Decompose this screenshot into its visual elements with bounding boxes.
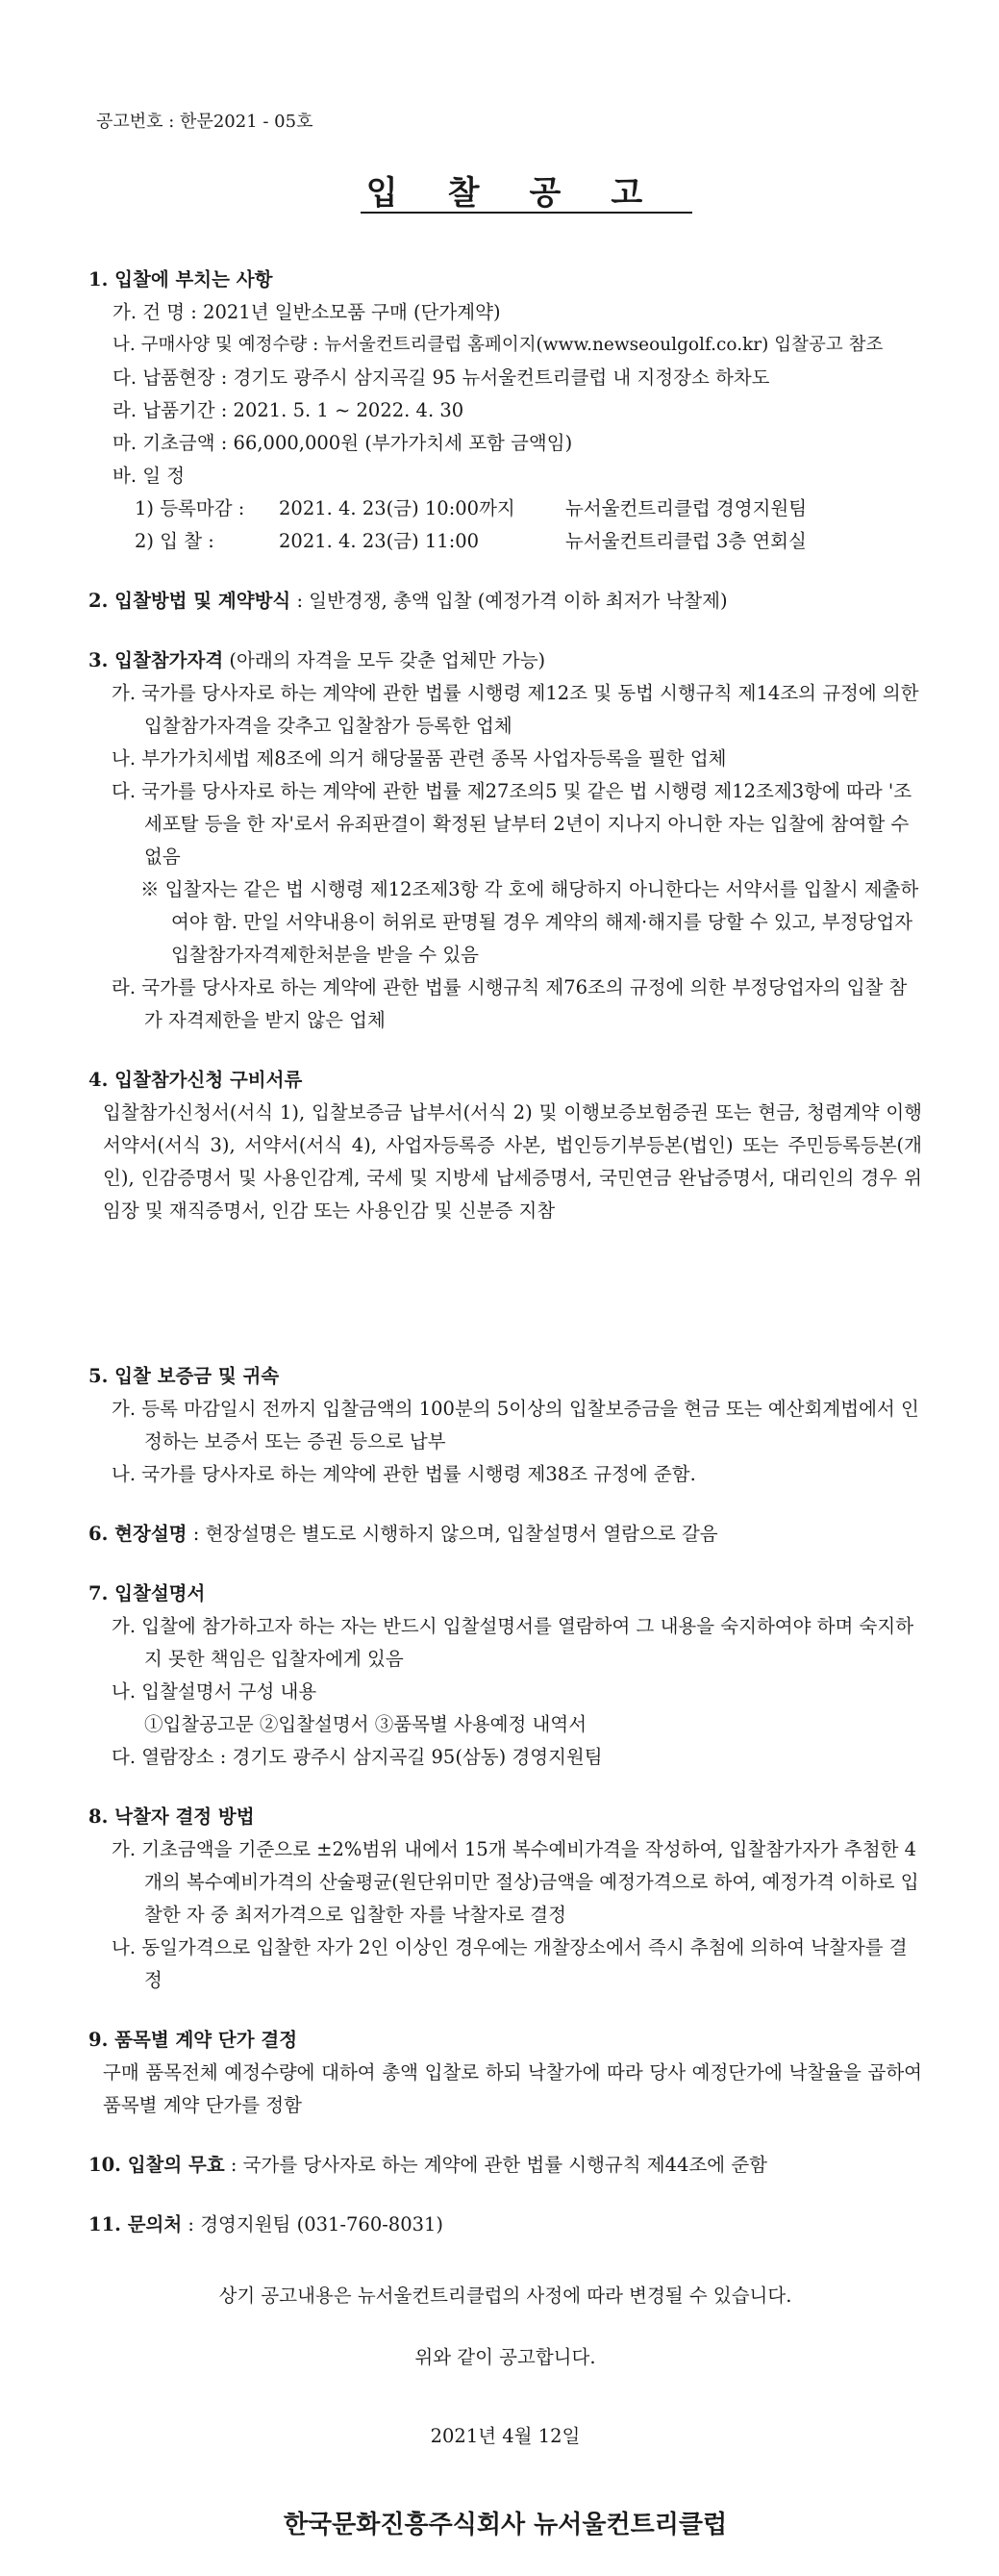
section-3 xyxy=(88,644,922,1037)
s7-item-na: 나. 입찰설명서 구성 내용 xyxy=(112,1680,317,1703)
s7-components: ①입찰공고문 ②입찰설명서 ③품목별 사용예정 내역서 xyxy=(144,1713,587,1735)
s1-item-spec: 나. 구매사양 및 예정수량 : 뉴서울컨트리클럽 홈페이지(www.newseoulgolf.co.kr) 입찰공고 참조 xyxy=(112,335,884,355)
schedule-date: 2021. 4. 23(금) 10:00까지 xyxy=(279,497,515,519)
section-2 xyxy=(88,585,922,618)
schedule-label: 1) 등록마감 : xyxy=(135,497,245,519)
schedule-place: 뉴서울컨트리클럽 3층 연회실 xyxy=(565,530,807,552)
notice-date: 2021년 4월 12일 xyxy=(430,2425,581,2447)
section-4 xyxy=(88,1064,922,1227)
s1-item-period: 라. 납품기간 : 2021. 5. 1 ~ 2022. 4. 30 xyxy=(112,399,464,421)
page-title: 입찰공고 xyxy=(88,177,922,214)
section-5-heading: 5. 입찰 보증금 및 귀속 xyxy=(88,1365,280,1387)
section-2-heading: 2. 입찰방법 및 계약방식 xyxy=(88,590,291,612)
s3-item-da: 다. 국가를 당사자로 하는 계약에 관한 법률 제27조의5 및 같은 법 시행령 제12조제3항에 따라 '조세포탈 등을 한 자'로서 유죄판결이 확정된 날부터 2년이 지나지 아니한 자는 입찰에 참여할 수 없음 xyxy=(112,780,912,868)
section-9 xyxy=(88,2024,922,2122)
schedule-place: 뉴서울컨트리클럽 경영지원팀 xyxy=(565,497,808,519)
section-11-line xyxy=(88,2209,922,2241)
section-6-line xyxy=(88,1518,922,1551)
s1-item-site: 다. 납품현장 : 경기도 광주시 삼지곡길 95 뉴서울컨트리클럽 내 지정장소 하차도 xyxy=(112,366,770,389)
s4-body: 입찰참가신청서(서식 1), 입찰보증금 납부서(서식 2) 및 이행보증보험증권 또는 현금, 청렴계약 이행 서약서(서식 3), 서약서(서식 4), 사업자등록증 사본, 법인등기부등본(법인) 또는 주민등록등본(개인), 인감증명서 및 사용인감계, 국세 및 지방세 납세증명서, 국민연금 완납증명서, 대리인의 경우 위임장 및 재직증명서, 인감 또는 사용인감 및 신분증 지참 xyxy=(103,1101,922,1222)
section-6 xyxy=(88,1518,922,1551)
s1-item-base-amount: 마. 기초금액 : 66,000,000원 (부가가치세 포함 금액임) xyxy=(112,432,573,454)
section-10 xyxy=(88,2149,922,2182)
schedule-label: 2) 입 찰 : xyxy=(135,530,214,552)
section-10-heading: 10. 입찰의 무효 xyxy=(88,2154,225,2176)
section-2-line xyxy=(88,585,922,618)
section-11-text: : 경영지원팀 (031-760-8031) xyxy=(182,2213,444,2235)
section-3-text: (아래의 자격을 모두 갖춘 업체만 가능) xyxy=(223,649,546,671)
schedule-row-registration xyxy=(88,492,922,525)
s3-note: ※ 입찰자는 같은 법 시행령 제12조제3항 각 호에 해당하지 아니한다는 서약서를 입찰시 제출하여야 함. 만일 서약내용이 허위로 판명될 경우 계약의 해제·해지를 당할 수 있고, 부정당업자 입찰참가자격제한처분을 받을 수 있음 xyxy=(140,878,919,966)
s5-item-na: 나. 국가를 당사자로 하는 계약에 관한 법률 시행령 제38조 규정에 준함. xyxy=(112,1463,696,1485)
section-4-heading: 4. 입찰참가신청 구비서류 xyxy=(88,1069,303,1091)
s7-item-da: 다. 열람장소 : 경기도 광주시 삼지곡길 95(삼동) 경영지원팀 xyxy=(112,1746,603,1768)
section-9-heading: 9. 품목별 계약 단가 결정 xyxy=(88,2029,298,2051)
s3-item-na: 나. 부가가치세법 제8조에 의거 해당물품 관련 종목 사업자등록을 필한 업체 xyxy=(112,747,727,770)
s8-item-ga: 가. 기초금액을 기준으로 ±2%범위 내에서 15개 복수예비가격을 작성하여, 입찰참가자가 추첨한 4개의 복수예비가격의 산술평균(원단위미만 절상)금액을 예정가격으로 하여, 예정가격 이하로 입찰한 자 중 최저가격으로 입찰한 자를 낙찰자로 결정 xyxy=(112,1838,919,1926)
section-8-heading: 8. 낙찰자 결정 방법 xyxy=(88,1806,255,1828)
section-3-heading: 3. 입찰참가자격 xyxy=(88,649,224,671)
section-1 xyxy=(88,264,922,558)
section-1-heading: 1. 입찰에 부치는 사항 xyxy=(88,268,273,290)
s7-item-ga: 가. 입찰에 참가하고자 하는 자는 반드시 입찰설명서를 열람하여 그 내용을 숙지하여야 하며 숙지하지 못한 책임은 입찰자에게 있음 xyxy=(112,1615,914,1670)
s1-item-name: 가. 건 명 : 2021년 일반소모품 구매 (단가계약) xyxy=(112,301,501,323)
s5-item-ga: 가. 등록 마감일시 전까지 입찰금액의 100분의 5이상의 입찰보증금을 현금 또는 예산회계법에서 인정하는 보증서 또는 증권 등으로 납부 xyxy=(112,1398,919,1452)
s3-item-ga: 가. 국가를 당사자로 하는 계약에 관한 법률 시행령 제12조 및 동법 시행규칙 제14조의 규정에 의한 입찰참가자격을 갖추고 입찰참가 등록한 업체 xyxy=(112,682,919,737)
s1-item-schedule: 바. 일 정 xyxy=(112,465,186,487)
section-6-heading: 6. 현장설명 xyxy=(88,1523,187,1545)
blank-gap xyxy=(88,1254,922,1360)
section-5 xyxy=(88,1360,922,1491)
company-name: 한국문화진흥주식회사 뉴서울컨트리클럽 xyxy=(283,2511,728,2539)
section-7-heading: 7. 입찰설명서 xyxy=(88,1582,206,1604)
section-11 xyxy=(88,2209,922,2241)
section-8 xyxy=(88,1801,922,1997)
section-7 xyxy=(88,1578,922,1774)
closing-notice: 상기 공고내용은 뉴서울컨트리클럽의 사정에 따라 변경될 수 있습니다. xyxy=(218,2285,792,2307)
section-3-line xyxy=(88,644,922,677)
notice-number: 공고번호 : 한문2021 - 05호 xyxy=(96,112,313,132)
s8-item-na: 나. 동일가격으로 입찰한 자가 2인 이상인 경우에는 개찰장소에서 즉시 추첨에 의하여 낙찰자를 결정 xyxy=(112,1936,908,1991)
s9-body: 구매 품목전체 예정수량에 대하여 총액 입찰로 하되 낙찰가에 따라 당사 예정단가에 낙찰율을 곱하여 품목별 계약 단가를 정함 xyxy=(103,2061,922,2116)
section-10-text: : 국가를 당사자로 하는 계약에 관한 법률 시행규칙 제44조에 준함 xyxy=(224,2154,767,2176)
schedule-date: 2021. 4. 23(금) 11:00 xyxy=(279,530,480,552)
section-11-heading: 11. 문의처 xyxy=(88,2213,183,2235)
section-10-line xyxy=(88,2149,922,2182)
section-2-text: : 일반경쟁, 총액 입찰 (예정가격 이하 최저가 낙찰제) xyxy=(290,590,728,612)
section-6-text: : 현장설명은 별도로 시행하지 않으며, 입찰설명서 열람으로 갈음 xyxy=(187,1523,718,1545)
schedule-row-bidding xyxy=(88,525,922,558)
s3-item-ra: 라. 국가를 당사자로 하는 계약에 관한 법률 시행규칙 제76조의 규정에 의한 부정당업자의 입찰 참가 자격제한을 받지 않은 업체 xyxy=(112,976,908,1031)
closing-statement: 위와 같이 공고합니다. xyxy=(414,2346,596,2368)
